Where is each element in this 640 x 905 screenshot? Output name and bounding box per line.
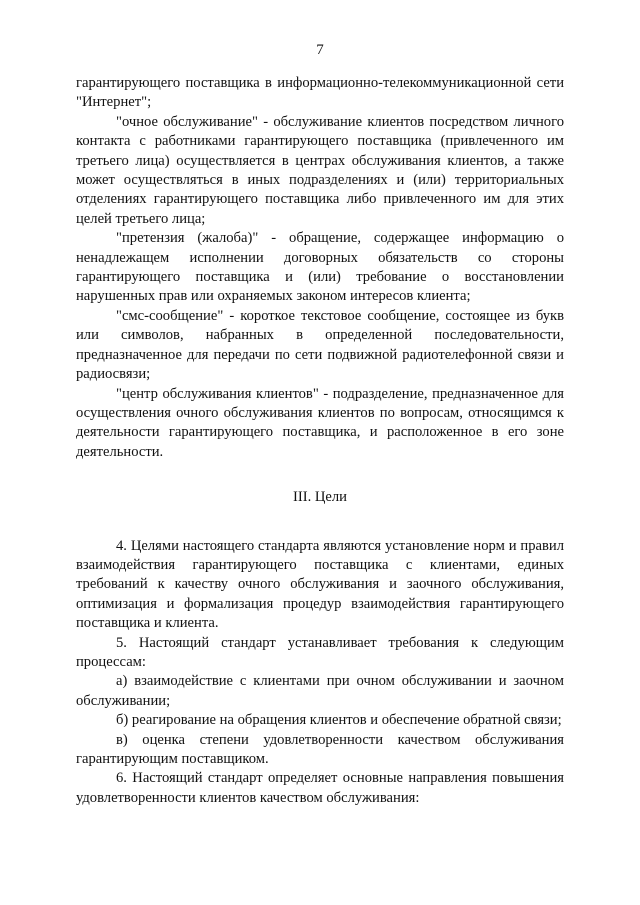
paragraph-internet-definition-tail: гарантирующего поставщика в информационно-телекоммуникационной сети "Интернет"; [76,75,564,111]
paragraph-definition-sms: "смс-сообщение" - короткое текстовое сообщение, состоящее из букв или символов, набранных в определенной последовательности, предназначенное для передачи по сети подвижной радиотелефонной связи и радиосвязи; [76,307,564,383]
definitions-continued [76,74,564,462]
paragraph-item-5a: а) взаимодействие с клиентами при очном обслуживании и заочном обслуживании; [76,673,564,709]
document-body [76,74,564,808]
section-heading: III. Цели [293,489,347,506]
paragraph-item-6: 6. Настоящий стандарт определяет основные направления повышения удовлетворенности клиентов качеством обслуживания: [76,770,564,806]
page-number: 7 [316,42,324,58]
paragraph-item-5c: в) оценка степени удовлетворенности качеством обслуживания гарантирующим поставщиком. [76,731,564,767]
paragraph-item-5b: б) реагирование на обращения клиентов и обеспечение обратной связи; [116,712,562,729]
paragraph-definition-claim: "претензия (жалоба)" - обращение, содержащее информацию о ненадлежащем исполнении договорных обязательств со стороны гарантирующего поставщика и (или) требование о восстановлении нарушенных прав или охраняемых законом интересов клиента; [76,230,564,305]
paragraph-definition-service-center: "центр обслуживания клиентов" - подразделение, предназначенное для осуществления очного обслуживания клиентов по вопросам, относящимся к деятельности гарантирующего поставщика, и расположенное в его зоне деятельности. [76,385,564,460]
paragraph-definition-in-person-service: "очное обслуживание" - обслуживание клиентов посредством личного контакта с работниками гарантирующего поставщика (привлеченного им третьего лица) осуществляется в центрах обслуживания клиентов, а также может осуществляться в иных подразделениях и (или) территориальных отделениях гарантирующего поставщика либо привлеченного им для этих целей третьего лица; [76,113,564,227]
paragraph-item-5: 5. Настоящий стандарт устанавливает требования к следующим процессам: [76,634,564,670]
goals-section [76,537,564,809]
paragraph-item-4: 4. Целями настоящего стандарта являются установление норм и правил взаимодействия гарантирующего поставщика с клиентами, единых требований к качеству очного обслуживания и заочного обслуживания, оптимизация и формализация процедур взаимодействия гарантирующего поставщика и клиента. [76,537,564,632]
